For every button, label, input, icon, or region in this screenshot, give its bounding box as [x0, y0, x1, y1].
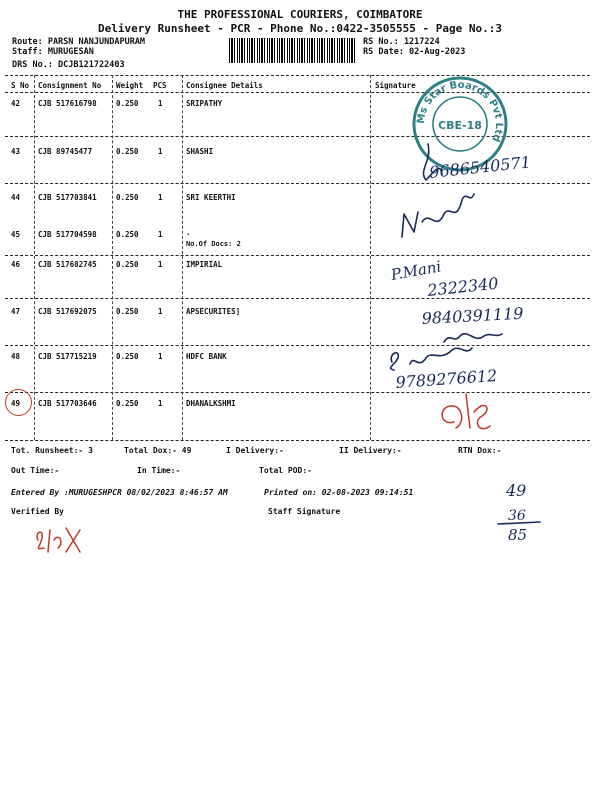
handwritten-phone: 9686540571 — [428, 152, 532, 182]
drs-number: DRS No.: DCJB121722403 — [12, 60, 125, 70]
handwritten-number: 2322340 — [426, 273, 500, 300]
row-sno: 45 — [11, 230, 21, 239]
row-consignee: SRIPATHY — [186, 99, 223, 108]
rs-date: RS Date: 02-Aug-2023 — [363, 47, 466, 57]
row-pcs: 1 — [158, 99, 163, 108]
row-consignee: APSECURITES] — [186, 307, 241, 316]
tally-middle: 36 — [508, 508, 526, 524]
row-weight: 0.250 — [116, 230, 139, 239]
row-pcs: 1 — [158, 399, 163, 408]
row-consignment: CJB 517692075 — [38, 307, 97, 316]
col-header-consignment: Consignment No — [38, 81, 102, 90]
rs-number: RS No.: 1217224 — [363, 37, 440, 47]
row-note: No.Of Docs: 2 — [186, 240, 241, 248]
staff-signature-label: Staff Signature — [268, 507, 341, 516]
row-pcs: 1 — [158, 352, 163, 361]
signature-area — [370, 92, 590, 437]
signature-scribble — [402, 194, 474, 237]
tally-underline — [498, 522, 540, 524]
row-consignee: SHASHI — [186, 147, 214, 156]
row-consignee: IMPIRIAL — [186, 260, 223, 269]
runsheet-subtitle: Delivery Runsheet - PCR - Phone No.:0422-3505555 - Page No.:3 — [98, 22, 502, 35]
row-consignee: SRI KEERTHI — [186, 193, 236, 202]
row-consignment: CJB 517704598 — [38, 230, 97, 239]
col-header-signature: Signature — [375, 81, 416, 90]
rtn-dox: RTN Dox:- — [458, 446, 502, 455]
row-sno: 48 — [11, 352, 21, 361]
row-pcs: 1 — [158, 193, 163, 202]
row-weight: 0.250 — [116, 399, 139, 408]
signature-scribble — [444, 334, 502, 342]
row-pcs: 1 — [158, 307, 163, 316]
row-consignee: HDFC BANK — [186, 352, 227, 361]
row-sno: 43 — [11, 147, 21, 156]
row-sno: 44 — [11, 193, 21, 202]
row-pcs: 1 — [158, 260, 163, 269]
route-label: Route: PARSN NANJUNDAPURAM — [12, 37, 146, 47]
col-header-weight: Weight — [116, 81, 144, 90]
tally-bottom: 85 — [508, 526, 528, 544]
row-consignee: . — [186, 228, 191, 237]
row-consignee: DHANALKSHMI — [186, 399, 236, 408]
row-consignment: CJB 517616798 — [38, 99, 97, 108]
col-header-pcs: PCS — [153, 81, 167, 90]
row-pcs: 1 — [158, 147, 163, 156]
total-runsheet: Tot. Runsheet:- 3 — [11, 446, 93, 455]
ii-delivery: II Delivery:- — [339, 446, 402, 455]
stamp-ring-text: Ms Star Boards Pvt Ltd — [415, 79, 505, 144]
row-consignment: CJB 517703841 — [38, 193, 97, 202]
column-divider — [34, 75, 35, 440]
row-weight: 0.250 — [116, 352, 139, 361]
col-header-consignee: Consignee Details — [186, 81, 263, 90]
row-weight: 0.250 — [116, 193, 139, 202]
col-header-sno: S No — [11, 81, 30, 90]
row-sno: 42 — [11, 99, 21, 108]
red-initials — [442, 394, 490, 429]
signature-scribble — [391, 348, 472, 370]
tally-handwriting — [488, 476, 548, 546]
total-pod: Total POD:- — [259, 466, 312, 475]
row-weight: 0.250 — [116, 260, 139, 269]
column-divider — [182, 75, 183, 440]
row-sno: 49 — [11, 399, 21, 408]
in-time: In Time:- — [137, 466, 181, 475]
i-delivery: I Delivery:- — [226, 446, 284, 455]
total-dox: Total Dox:- 49 — [124, 446, 192, 455]
printed-on: Printed on: 02-08-2023 09:14:51 — [264, 488, 414, 497]
staff-label: Staff: MURUGESAN — [12, 47, 94, 57]
row-pcs: 1 — [158, 230, 163, 239]
row-weight: 0.250 — [116, 99, 139, 108]
row-weight: 0.250 — [116, 147, 139, 156]
company-title: THE PROFESSIONAL COURIERS, COIMBATORE — [177, 8, 423, 21]
row-weight: 0.250 — [116, 307, 139, 316]
column-divider — [112, 75, 113, 440]
handwritten-phone: 9840391119 — [421, 303, 524, 328]
row-consignment: CJB 517703646 — [38, 399, 97, 408]
entered-by: Entered By :MURUGESHPCR 08/02/2023 8:46:57 AM — [11, 488, 228, 497]
row-consignment: CJB 517715219 — [38, 352, 97, 361]
row-sno: 47 — [11, 307, 21, 316]
verified-by-label: Verified By — [11, 507, 64, 516]
barcode-image — [229, 38, 355, 63]
verified-red-mark — [30, 518, 90, 558]
row-consignment: CJB 517682745 — [38, 260, 97, 269]
row-consignment: CJB 89745477 — [38, 147, 93, 156]
handwritten-name: P.Mani — [389, 257, 443, 284]
table-bottom-border — [5, 440, 590, 441]
handwritten-phone: 9789276612 — [394, 365, 498, 392]
out-time: Out Time:- — [11, 466, 60, 475]
row-49-circle-mark — [5, 389, 32, 416]
tally-top: 49 — [506, 481, 527, 500]
stamp-center-text: CBE-18 — [438, 119, 482, 132]
row-sno: 46 — [11, 260, 21, 269]
